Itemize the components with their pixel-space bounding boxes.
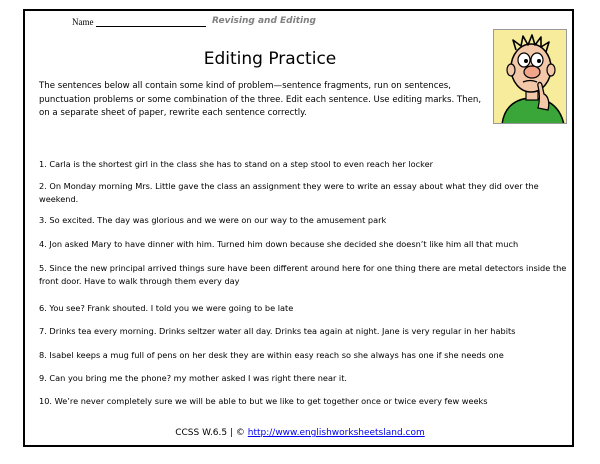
name-label: Name [72,17,94,27]
list-item: 3. So excited. The day was glorious and we were on our way to the amusement park [39,215,387,225]
list-item: 2. On Monday morning Mrs. Little gave the class an assignment they were to write an essay about what they did over the weekend. [39,181,539,204]
list-item: 5. Since the new principal arrived things sure have been different around here for one thing there are metal detectors inside the front door. Have to walk through them every day [39,263,567,286]
name-field [72,17,206,27]
list-item: 7. Drinks tea every morning. Drinks seltzer water all day. Drinks tea again at night. Jane is very regular in her habits [39,326,516,336]
list-item: 9. Can you bring me the phone? my mother asked I was right there near it. [39,373,348,383]
list-item: 10. We’re never completely sure we will be able to but we like to get together once or twice every few weeks [39,396,488,406]
standard-code: CCSS W.6.5 | © [175,428,245,438]
list-item: 4. Jon asked Mary to have dinner with him. Turned him down because she decided she doesn’t like him all that much [39,239,519,249]
instructions: The sentences below all contain some kind of problem—sentence fragments, run on sentences, punctuation problems or some combination of the three. Edit each sentence. Use editing marks. Then, on a separate sheet of paper, rewrite each sentence correctly. [39,81,482,118]
website-link[interactable]: http://www.englishworksheetsland.com [247,428,425,438]
name-underline [96,17,206,27]
footer [0,428,600,438]
subject-heading: Revising and Editing [212,16,316,26]
page-title: Editing Practice [203,49,337,69]
list-item: 6. You see? Frank shouted. I told you we were going to be late [39,303,294,313]
thinking-character-icon [493,29,567,124]
list-item: 8. Isabel keeps a mug full of pens on her desk they are within easy reach so she always has one if she needs one [39,350,504,360]
list-item: 1. Carla is the shortest girl in the class she has to stand on a step stool to even reach her locker [39,159,433,169]
